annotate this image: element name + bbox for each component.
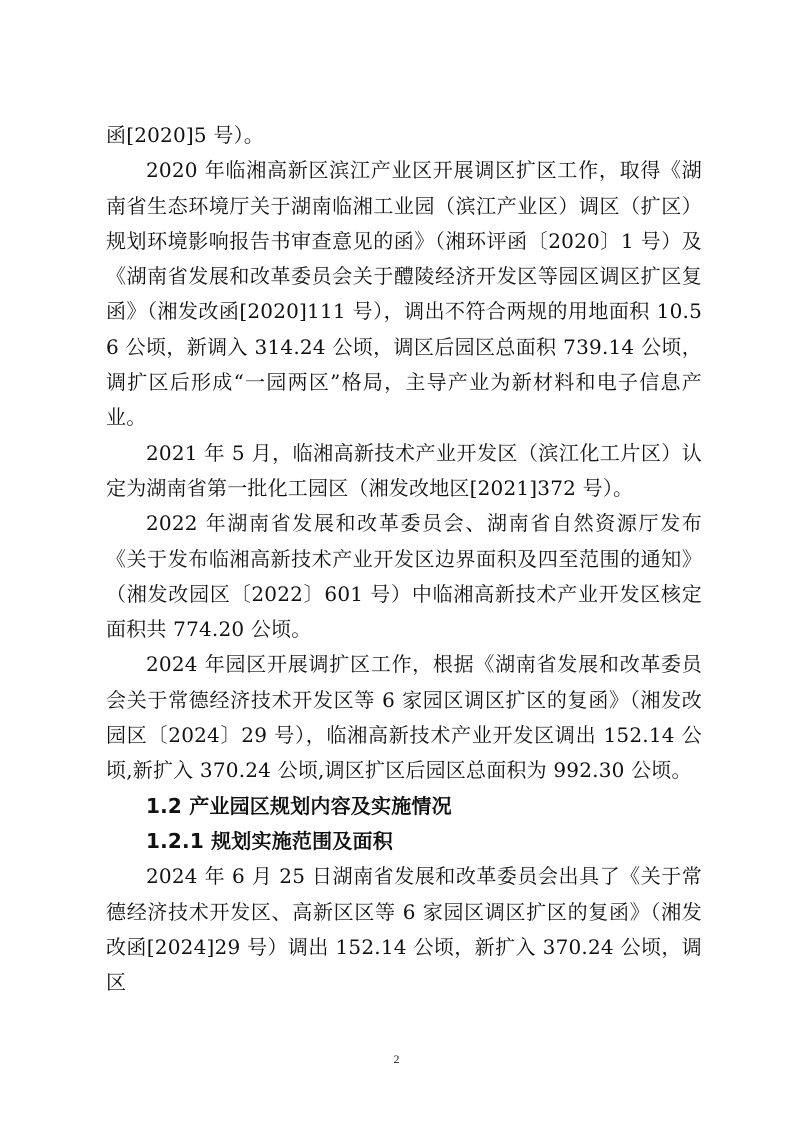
document-body xyxy=(106,118,702,1000)
paragraph-2022-boundary: 2022 年湖南省发展和改革委员会、湖南省自然资源厅发布《关于发布临湘高新技术产业开发区边界面积及四至范围的通知》（湘发改园区〔2022〕601 号）中临湘高新技术产业开发区核定面积共 774.20 公顷。 xyxy=(106,511,702,642)
paragraph-2021-chemical-park: 2021 年 5 月，临湘高新技术产业开发区（滨江化工片区）认定为湖南省第一批化工园区（湘发改地区[2021]372 号）。 xyxy=(106,440,702,500)
paragraph-2020-expansion: 2020 年临湘高新区滨江产业区开展调区扩区工作，取得《湖南省生态环境厅关于湖南临湘工业园（滨江产业区）调区（扩区）规划环境影响报告书审查意见的函》（湘环评函〔2020〕1 号）及《湖南省发展和改革委员会关于醴陵经济开发区等园区调区扩区复函》（湘发改函[2020]111 号），调出不符合两规的用地面积 10.56 公顷，新调入 314.24 公顷，调区后园区总面积 739.14 公顷，调扩区后形成“一园两区”格局，主导产业为新材料和电子信息产业。 xyxy=(106,158,702,430)
paragraph-2024-reply: 2024 年 6 月 25 日湖南省发展和改革委员会出具了《关于常德经济技术开发区、高新区区等 6 家园区调区扩区的复函》（湘发改函[2024]29 号）调出 152.14 公顷，新扩入 370.24 公顷，调区 xyxy=(106,864,702,995)
paragraph-continuation: 函[2020]5 号）。 xyxy=(106,123,264,147)
section-heading-1-2-1: 1.2.1 规划实施范围及面积 xyxy=(146,828,393,853)
paragraph-2024-adjustment: 2024 年园区开展调扩区工作，根据《湖南省发展和改革委员会关于常德经济技术开发区等 6 家园区调区扩区的复函》（湘发改园区〔2024〕29 号），临湘高新技术产业开发区调出 152.14 公顷,新扩入 370.24 公顷,调区扩区后园区总面积为 992.30 公顷。 xyxy=(106,652,702,783)
page-number: 2 xyxy=(393,1052,400,1066)
section-heading-1-2: 1.2 产业园区规划内容及实施情况 xyxy=(146,793,452,818)
